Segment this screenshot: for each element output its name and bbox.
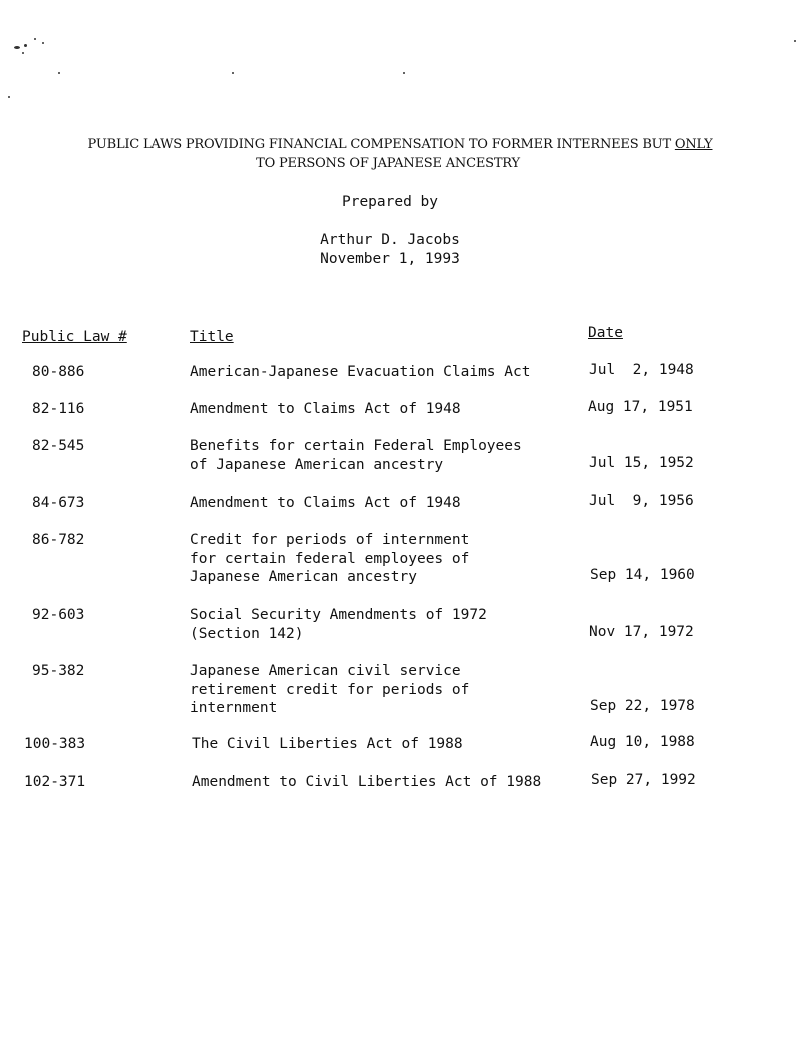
scan-speck — [232, 72, 234, 74]
column-header-date: Date — [588, 325, 623, 341]
public-law-number: 95-382 — [32, 663, 85, 679]
scan-speck — [794, 40, 796, 42]
enactment-date: Sep 22, 1978 — [590, 698, 695, 714]
public-law-number: 86-782 — [32, 532, 85, 548]
law-title-line: Social Security Amendments of 1972 — [190, 607, 487, 623]
document-date: November 1, 1993 — [320, 251, 460, 267]
law-title-line: of Japanese American ancestry — [190, 456, 444, 473]
enactment-date: Sep 27, 1992 — [591, 772, 696, 788]
enactment-date: Aug 17, 1951 — [588, 399, 693, 415]
column-header-title: Title — [190, 329, 234, 345]
public-law-number: 84-673 — [32, 495, 85, 511]
public-law-number: 100-383 — [24, 736, 86, 752]
law-title — [190, 606, 487, 643]
prepared-by-label: Prepared by — [341, 194, 439, 210]
document-heading — [0, 137, 800, 152]
scan-speck — [42, 42, 44, 44]
public-law-number: 82-545 — [32, 438, 85, 454]
enactment-date: Jul 2, 1948 — [589, 362, 694, 378]
heading-line-1: PUBLIC LAWS PROVIDING FINANCIAL COMPENSATION TO FORMER INTERNEES BUT — [87, 137, 675, 152]
enactment-date: Jul 15, 1952 — [589, 454, 694, 471]
law-title-line: for certain federal employees of — [190, 550, 470, 567]
enactment-date: Sep 14, 1960 — [590, 567, 695, 583]
scan-speck — [14, 46, 20, 49]
law-title — [190, 494, 461, 513]
law-title-line: Benefits for certain Federal Employees — [190, 438, 522, 454]
law-title-line: Japanese American civil service — [190, 663, 461, 679]
author-name: Arthur D. Jacobs — [320, 232, 460, 248]
law-title-line: Japanese American ancestry — [190, 569, 417, 585]
law-title-line: The Civil Liberties Act of 1988 — [192, 736, 463, 752]
law-title-line: internment — [190, 700, 278, 716]
heading-emphasis: ONLY — [674, 137, 713, 152]
law-title-line: Amendment to Claims Act of 1948 — [190, 401, 461, 417]
scan-speck — [8, 96, 10, 98]
law-title-line: retirement credit for periods of — [190, 681, 470, 698]
column-header-law: Public Law # — [22, 329, 127, 345]
law-title — [190, 363, 530, 382]
law-title-line: Amendment to Claims Act of 1948 — [190, 495, 461, 511]
law-title-line: Amendment to Civil Liberties Act of 1988 — [192, 774, 542, 790]
law-title — [192, 735, 463, 754]
scan-speck — [34, 38, 36, 40]
law-title-line: Credit for periods of internment — [190, 532, 470, 548]
law-title-line: American-Japanese Evacuation Claims Act — [190, 364, 531, 380]
public-law-number: 92-603 — [32, 607, 85, 623]
public-law-number: 82-116 — [32, 401, 85, 417]
enactment-date: Jul 9, 1956 — [589, 493, 694, 509]
law-title — [190, 400, 461, 419]
scan-speck — [403, 72, 405, 74]
law-title — [192, 773, 541, 792]
law-title-line: (Section 142) — [190, 625, 304, 642]
scan-speck — [24, 44, 27, 47]
enactment-date: Aug 10, 1988 — [590, 734, 695, 750]
scan-speck — [22, 52, 24, 54]
heading-line-2: TO PERSONS OF JAPANESE ANCESTRY — [256, 156, 520, 171]
public-law-number: 80-886 — [32, 364, 85, 380]
enactment-date: Nov 17, 1972 — [589, 623, 694, 640]
law-title — [190, 662, 469, 718]
scan-speck — [58, 72, 60, 74]
law-title — [190, 531, 469, 587]
public-law-number: 102-371 — [24, 774, 86, 790]
law-title — [190, 437, 522, 474]
